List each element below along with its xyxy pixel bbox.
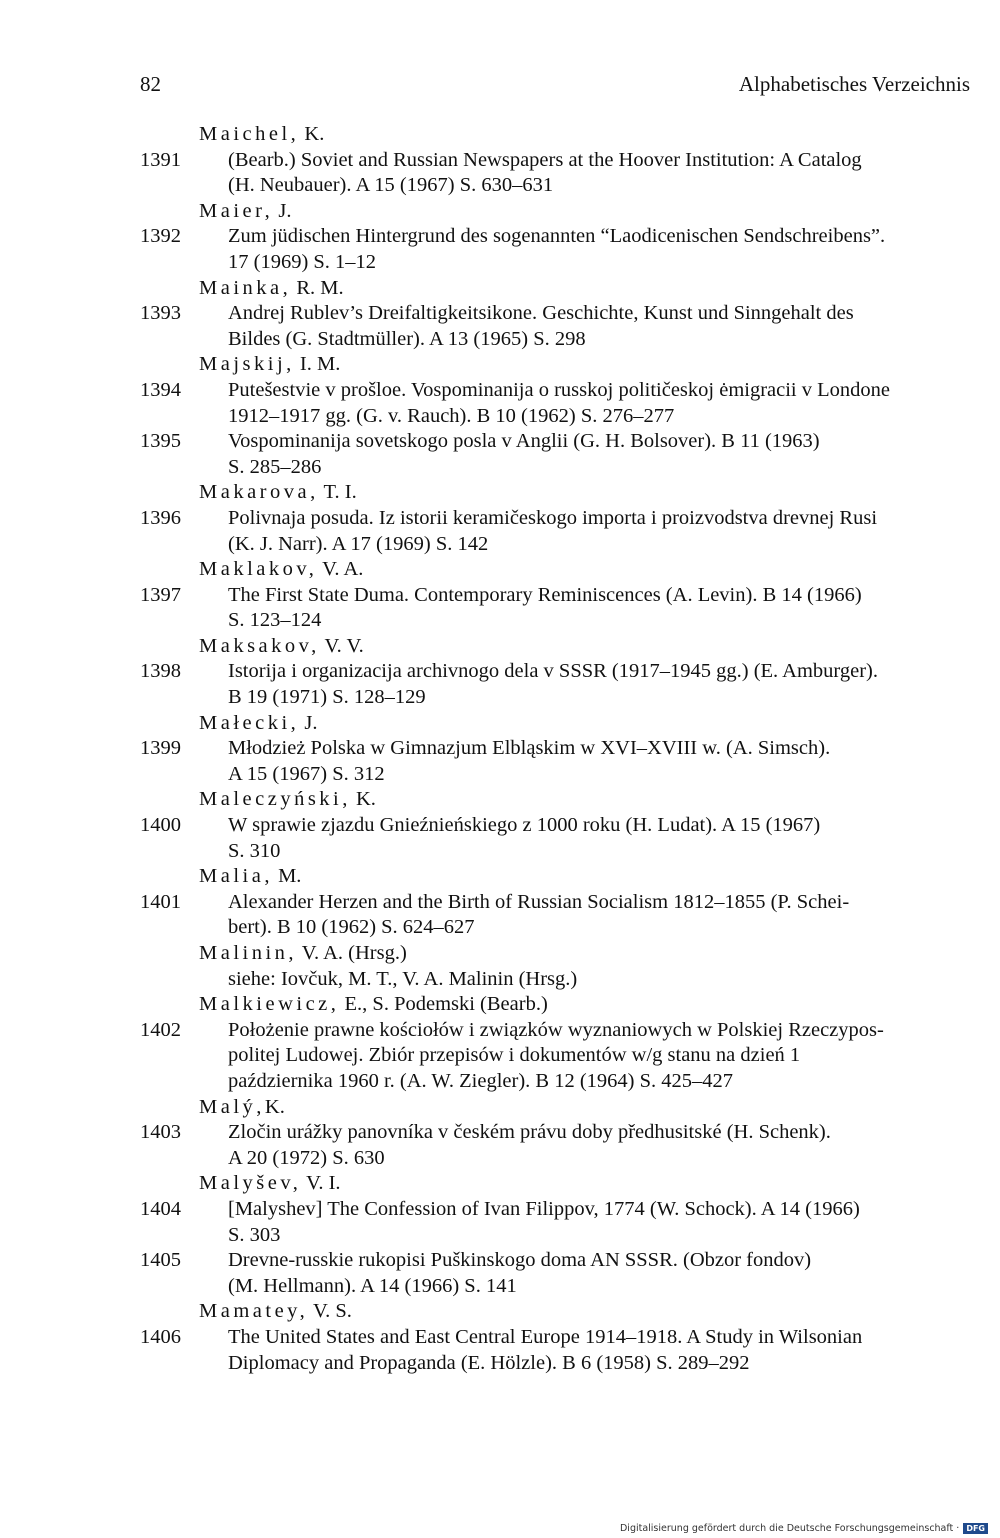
author-initials: M. [272,865,302,888]
entry-text: Zum jüdischen Hintergrund des sogenannten “Laodicenischen Sendschreibens”. [228,225,886,248]
bibliography-entries [0,122,1000,1376]
entry-text: Położenie prawne kościołów i związków wyznaniowych w Polskiej Rzeczypos- [228,1018,884,1041]
author-heading [0,1095,1000,1121]
entry-number: 1391 [140,148,181,171]
entry [0,890,1000,941]
entry-line [0,1018,1000,1044]
author-surname: Majskij, [199,353,295,376]
author-heading [0,941,1000,967]
author-heading [0,864,1000,890]
entry-line [0,301,1000,327]
author-heading [0,122,1000,148]
entry-line [0,890,1000,916]
author-initials: J. [273,199,292,222]
entry [0,224,1000,275]
entry-number: 1401 [140,890,181,913]
entry-line [0,148,1000,174]
entry-text: (K. J. Narr). A 17 (1969) S. 142 [228,532,489,555]
entry-text: (Bearb.) Soviet and Russian Newspapers at the Hoover Institution: A Catalog [228,148,862,171]
entry [0,813,1000,864]
entry-text: Diplomacy and Propaganda (E. Hölzle). B 6 (1958) S. 289–292 [228,1351,750,1374]
entry-text: A 15 (1967) S. 312 [228,762,385,785]
entry-text: Bildes (G. Stadtmüller). A 13 (1965) S. 298 [228,327,586,350]
entry-number: 1395 [140,430,181,453]
entry-number: 1396 [140,506,181,529]
cross-reference [0,967,1000,993]
entry-line [0,839,1000,865]
entry-line [0,1248,1000,1274]
entry [0,1018,1000,1095]
entry [0,583,1000,634]
entry-number: 1398 [140,660,181,683]
entry-number: 1405 [140,1249,181,1272]
entry-line [0,1351,1000,1377]
entry-line [0,1197,1000,1223]
entry-line [0,1146,1000,1172]
entry-line [0,1043,1000,1069]
entry-text: Putešestvie v prošloe. Vospominanija o russkoj političeskoj ėmigracii v Londone [228,378,890,401]
entry-line [0,583,1000,609]
author-heading [0,711,1000,737]
entry-number: 1394 [140,378,181,401]
entry [0,378,1000,429]
entry [0,1197,1000,1248]
entry-text: [Malyshev] The Confession of Ivan Filippov, 1774 (W. Schock). A 14 (1966) [228,1197,860,1220]
entry-line [0,685,1000,711]
entry-number: 1393 [140,302,181,325]
entry-text: The First State Duma. Contemporary Reminiscences (A. Levin). B 14 (1966) [228,583,862,606]
entry-line [0,173,1000,199]
entry-line [0,327,1000,353]
entry-text: (H. Neubauer). A 15 (1967) S. 630–631 [228,174,554,197]
entry-line [0,429,1000,455]
author-initials: K. [264,1095,285,1118]
entry-text: Drevne-russkie rukopisi Puškinskogo doma AN SSSR. (Obzor fondov) [228,1249,812,1272]
entry-line [0,378,1000,404]
entry-line [0,762,1000,788]
author-heading [0,199,1000,225]
entry-line [0,455,1000,481]
author-heading [0,1299,1000,1325]
entry [0,506,1000,557]
author-heading [0,1171,1000,1197]
entry-text: 1912–1917 gg. (G. v. Rauch). B 10 (1962) S. 276–277 [228,404,675,427]
page-number: 82 [140,72,161,96]
author-initials: I. M. [294,353,341,376]
entry-line [0,736,1000,762]
entry-line [0,1120,1000,1146]
author-surname: Makarova, [199,481,319,504]
author-surname: Malkiewicz, [199,993,340,1016]
entry-text: Istorija i organizacija archivnogo dela v SSSR (1917–1945 gg.) (E. Amburger). [228,660,878,683]
author-heading [0,352,1000,378]
footer [620,1523,988,1534]
entry-number: 1397 [140,583,181,606]
cross-reference-text: siehe: Iovčuk, M. T., V. A. Malinin (Hrsg.) [228,967,578,990]
author-initials: E., S. Podemski (Bearb.) [339,993,548,1016]
entry [0,301,1000,352]
entry-text: S. 310 [228,839,281,862]
author-initials: K. [299,123,325,145]
entry-number: 1402 [140,1018,181,1041]
footer-text: Digitalisierung gefördert durch die Deutsche Forschungsgemeinschaft · [619,1523,960,1534]
author-surname: Małecki, [199,711,300,734]
author-heading [0,480,1000,506]
author-surname: Maklakov, [199,558,318,581]
author-surname: Malyšev, [199,1172,302,1195]
author-initials: V. I. [301,1172,341,1195]
author-initials: V. A. [317,558,364,581]
entry-text: politej Ludowej. Zbiór przepisów i dokumentów w/g stanu na dzień 1 [228,1044,801,1067]
entry-text: bert). B 10 (1962) S. 624–627 [228,916,475,939]
entry-number: 1399 [140,737,181,760]
author-heading [0,276,1000,302]
entry-line [0,659,1000,685]
entry-line [0,608,1000,634]
dfg-logo: DFG [963,1523,988,1534]
author-initials: T. I. [318,481,357,504]
entry-text: B 19 (1971) S. 128–129 [228,686,426,709]
entry-line [0,813,1000,839]
entry-number: 1404 [140,1197,181,1220]
entry [0,1248,1000,1299]
entry-number: 1392 [140,225,181,248]
entry [0,1325,1000,1376]
author-surname: Maleczyński, [199,788,351,811]
author-initials: V. S. [308,1300,352,1323]
author-surname: Maier, [199,199,274,222]
entry-text: S. 303 [228,1223,281,1246]
entry-number: 1403 [140,1121,181,1144]
author-surname: Malý, [199,1095,265,1118]
entry-text: Polivnaja posuda. Iz istorii keramičeskogo importa i proizvodstva drevnej Rusi [228,506,878,529]
entry-line [0,1069,1000,1095]
entry-text: (M. Hellmann). A 14 (1966) S. 141 [228,1274,517,1297]
author-surname: Maichel, [199,123,300,145]
author-surname: Maksakov, [199,634,320,657]
entry [0,429,1000,480]
author-initials: J. [299,711,318,734]
entry-line [0,250,1000,276]
entry-line [0,532,1000,558]
entry-text: Młodzież Polska w Gimnazjum Elbląskim w XVI–XVIII w. (A. Simsch). [228,737,831,760]
entry-line [0,404,1000,430]
author-heading [0,787,1000,813]
author-heading [0,634,1000,660]
entry-text: A 20 (1972) S. 630 [228,1146,385,1169]
entry-line [0,1223,1000,1249]
author-surname: Mamatey, [199,1300,309,1323]
entry-text: Vospominanija sovetskogo posla v Anglii (G. H. Bolsover). B 11 (1963) [228,430,820,453]
author-surname: Malia, [199,865,273,888]
entry-text: W sprawie zjazdu Gnieźnieńskiego z 1000 roku (H. Ludat). A 15 (1967) [228,814,821,837]
author-surname: Malinin, [199,942,298,964]
entry-number: 1406 [140,1325,181,1348]
entry-line [0,506,1000,532]
author-heading [0,557,1000,583]
entry-text: Alexander Herzen and the Birth of Russian Socialism 1812–1855 (P. Schei- [228,890,850,913]
entry [0,659,1000,710]
author-initials: V. A. (Hrsg.) [297,942,407,964]
author-surname: Mainka, [199,276,292,299]
author-initials: R. M. [291,276,344,299]
entry-text: S. 123–124 [228,609,322,632]
entry-line [0,224,1000,250]
entry [0,1120,1000,1171]
section-title: Alphabetisches Verzeichnis [738,72,970,96]
entry [0,148,1000,199]
author-heading [0,992,1000,1018]
author-initials: K. [350,788,376,811]
entry-text: Zločin urážky panovníka v českém právu doby předhusitské (H. Schenk). [228,1121,831,1144]
entry-number: 1400 [140,814,181,837]
entry-text: S. 285–286 [228,455,322,478]
entry-text: października 1960 r. (A. W. Ziegler). B 12 (1964) S. 425–427 [228,1069,734,1092]
entry-text: Andrej Rublev’s Dreifaltigkeitsikone. Geschichte, Kunst und Sinngehalt des [228,302,854,325]
entry-text: The United States and East Central Europe 1914–1918. A Study in Wilsonian [228,1325,863,1348]
entry-line [0,1274,1000,1300]
entry-line [0,1325,1000,1351]
entry [0,736,1000,787]
entry-line [0,915,1000,941]
entry-text: 17 (1969) S. 1–12 [228,250,377,273]
author-initials: V. V. [319,634,364,657]
